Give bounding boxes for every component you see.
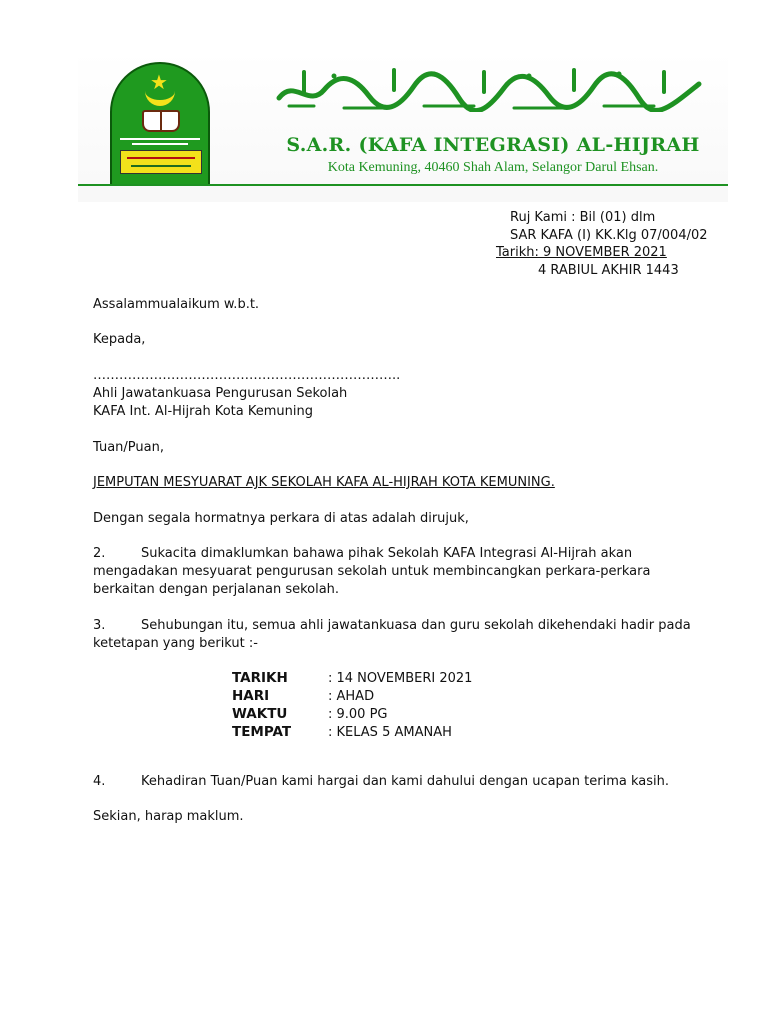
crest-motto-stroke [132,143,188,145]
letterhead-divider [78,184,728,186]
reference-number: Ruj Kami : Bil (01) dlm [510,210,656,225]
detail-value-venue: : KELAS 5 AMANAH [328,725,452,740]
file-reference: SAR KAFA (I) KK.Klg 07/004/02 [510,228,708,243]
recipient-line-2: KAFA Int. Al-Hijrah Kota Kemuning [93,404,313,419]
school-address: Kota Kemuning, 40460 Shah Alam, Selangor Darul Ehsan. [327,160,659,175]
salutation: Tuan/Puan, [93,440,164,455]
star-icon: ★ [150,70,168,94]
open-book-icon [142,110,180,132]
greeting: Assalammualaikum w.b.t. [93,297,260,312]
letterhead [78,52,728,202]
paragraph-number: 2. [93,546,106,561]
paragraph-4 [93,773,713,791]
school-name: S.A.R. (KAFA INTEGRASI) AL-HIJRAH [286,134,700,156]
paragraph-number: 4. [93,774,106,789]
letter-subject: JEMPUTAN MESYUARAT AJK SEKOLAH KAFA AL-HIJRAH KOTA KEMUNING. [93,475,555,490]
paragraph-number: 3. [93,618,106,633]
detail-key-time: WAKTU [232,706,288,722]
letter-date: Tarikh: 9 NOVEMBER 2021 [496,245,667,260]
paragraph-2 [93,545,713,599]
paragraph-text: Kehadiran Tuan/Puan kami hargai dan kami dahului dengan ucapan terima kasih. [141,774,669,789]
paragraph-text: Sukacita dimaklumkan bahawa pihak Sekolah KAFA Integrasi Al-Hijrah akan mengadakan mesyuarat pengurusan sekolah untuk membincangkan perkara-perkara berkaitan dengan perjalanan sekolah. [93,546,651,597]
detail-value-time: : 9.00 PG [328,707,388,722]
paragraph-text: Sehubungan itu, semua ahli jawatankuasa dan guru sekolah dikehendaki hadir pada ketetapan yang berikut :- [93,618,691,651]
hijri-date: 4 RABIUL AKHIR 1443 [538,263,679,278]
detail-key-date: TARIKH [232,670,288,686]
jawi-calligraphy-logo [274,68,704,112]
recipient-line-1: Ahli Jawatankuasa Pengurusan Sekolah [93,386,348,401]
intro-paragraph: Dengan segala hormatnya perkara di atas adalah dirujuk, [93,511,469,526]
detail-key-day: HARI [232,688,270,704]
detail-key-venue: TEMPAT [232,724,292,740]
recipient-dotted-line: …………………………………………………………….. [93,368,401,383]
recipient-label: Kepada, [93,332,146,347]
closing-line: Sekian, harap maklum. [93,809,244,824]
detail-value-date: : 14 NOVEMBERI 2021 [328,671,473,686]
crest-label-plate [120,150,202,174]
detail-value-day: : AHAD [328,689,375,704]
crest-motto-stroke [120,138,200,140]
paragraph-3 [93,617,713,653]
crescent-moon-icon [145,88,175,106]
school-crest-logo [110,62,210,186]
